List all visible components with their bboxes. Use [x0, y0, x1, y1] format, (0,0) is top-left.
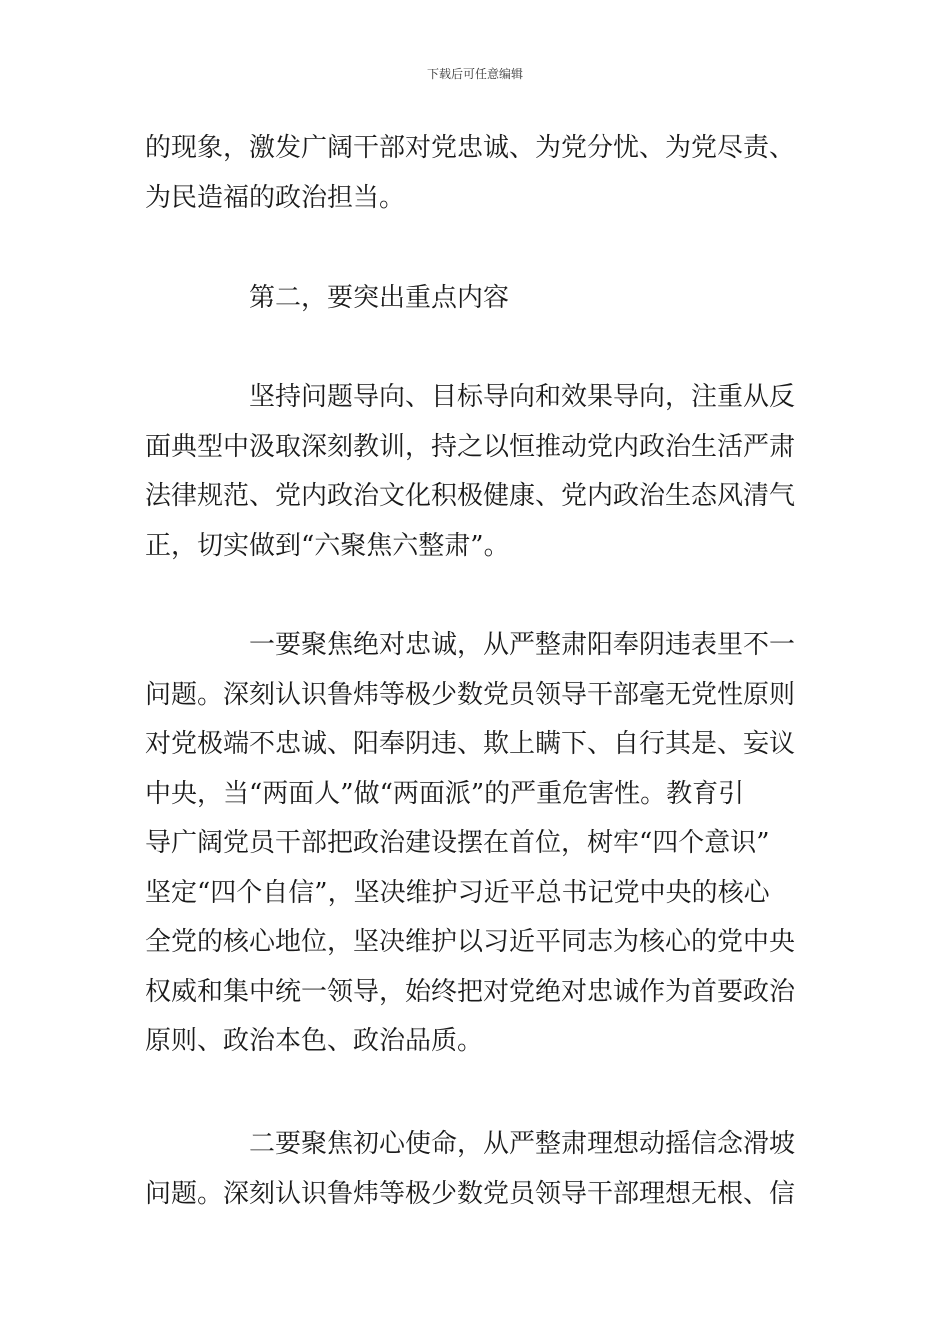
text-line: 一要聚焦绝对忠诚，从严整肃阳奉阴违表里不一 — [249, 630, 796, 660]
text-line: 法律规范、党内政治文化积极健康、党内政治生态风清气 — [145, 481, 796, 511]
page-header: 下载后可任意编辑 — [426, 67, 523, 81]
text-line: 问题。深刻认识鲁炜等极少数党员领导干部毫无党性原则 — [145, 679, 796, 710]
text-line: 面典型中汲取深刻教训，持之以恒推动党内政治生活严肃 — [145, 431, 796, 462]
text-line: 为民造福的政治担当。 — [145, 182, 406, 213]
text-line: 正，切实做到“六聚焦六整肃”。 — [145, 530, 510, 561]
text-line: 坚持问题导向、目标导向和效果导向，注重从反 — [249, 382, 796, 412]
text-line: 对党极端不忠诚、阳奉阴违、欺上瞒下、自行其是、妄议 — [145, 729, 796, 759]
text-line: 坚定“四个自信”，坚决维护习近平总书记党中央的核心 — [145, 877, 770, 908]
paragraph-3 — [145, 373, 807, 571]
paragraph-4 — [145, 621, 807, 1067]
text-line: 全党的核心地位，坚决维护以习近平同志为核心的党中央 — [145, 927, 796, 957]
paragraph-5 — [145, 1120, 807, 1219]
text-line: 导广阔党员干部把政治建设摆在首位，树牢“四个意识” — [145, 828, 770, 858]
text-line: 中央，当“两面人”做“两面派”的严重危害性。教育引 — [145, 778, 745, 809]
text-line: 第二，要突出重点内容 — [249, 283, 510, 313]
text-line: 权威和集中统一领导，始终把对党绝对忠诚作为首要政治 — [145, 976, 796, 1007]
paragraph-1 — [145, 124, 807, 223]
text-line: 二要聚焦初心使命，从严整肃理想动摇信念滑坡 — [249, 1129, 796, 1159]
text-line: 的现象，激发广阔干部对党忠诚、为党分忧、为党尽责、 — [145, 133, 796, 163]
text-line: 原则、政治本色、政治品质。 — [145, 1026, 484, 1056]
section-heading — [145, 274, 807, 324]
text-line: 问题。深刻认识鲁炜等极少数党员领导干部理想无根、信 — [145, 1178, 796, 1209]
